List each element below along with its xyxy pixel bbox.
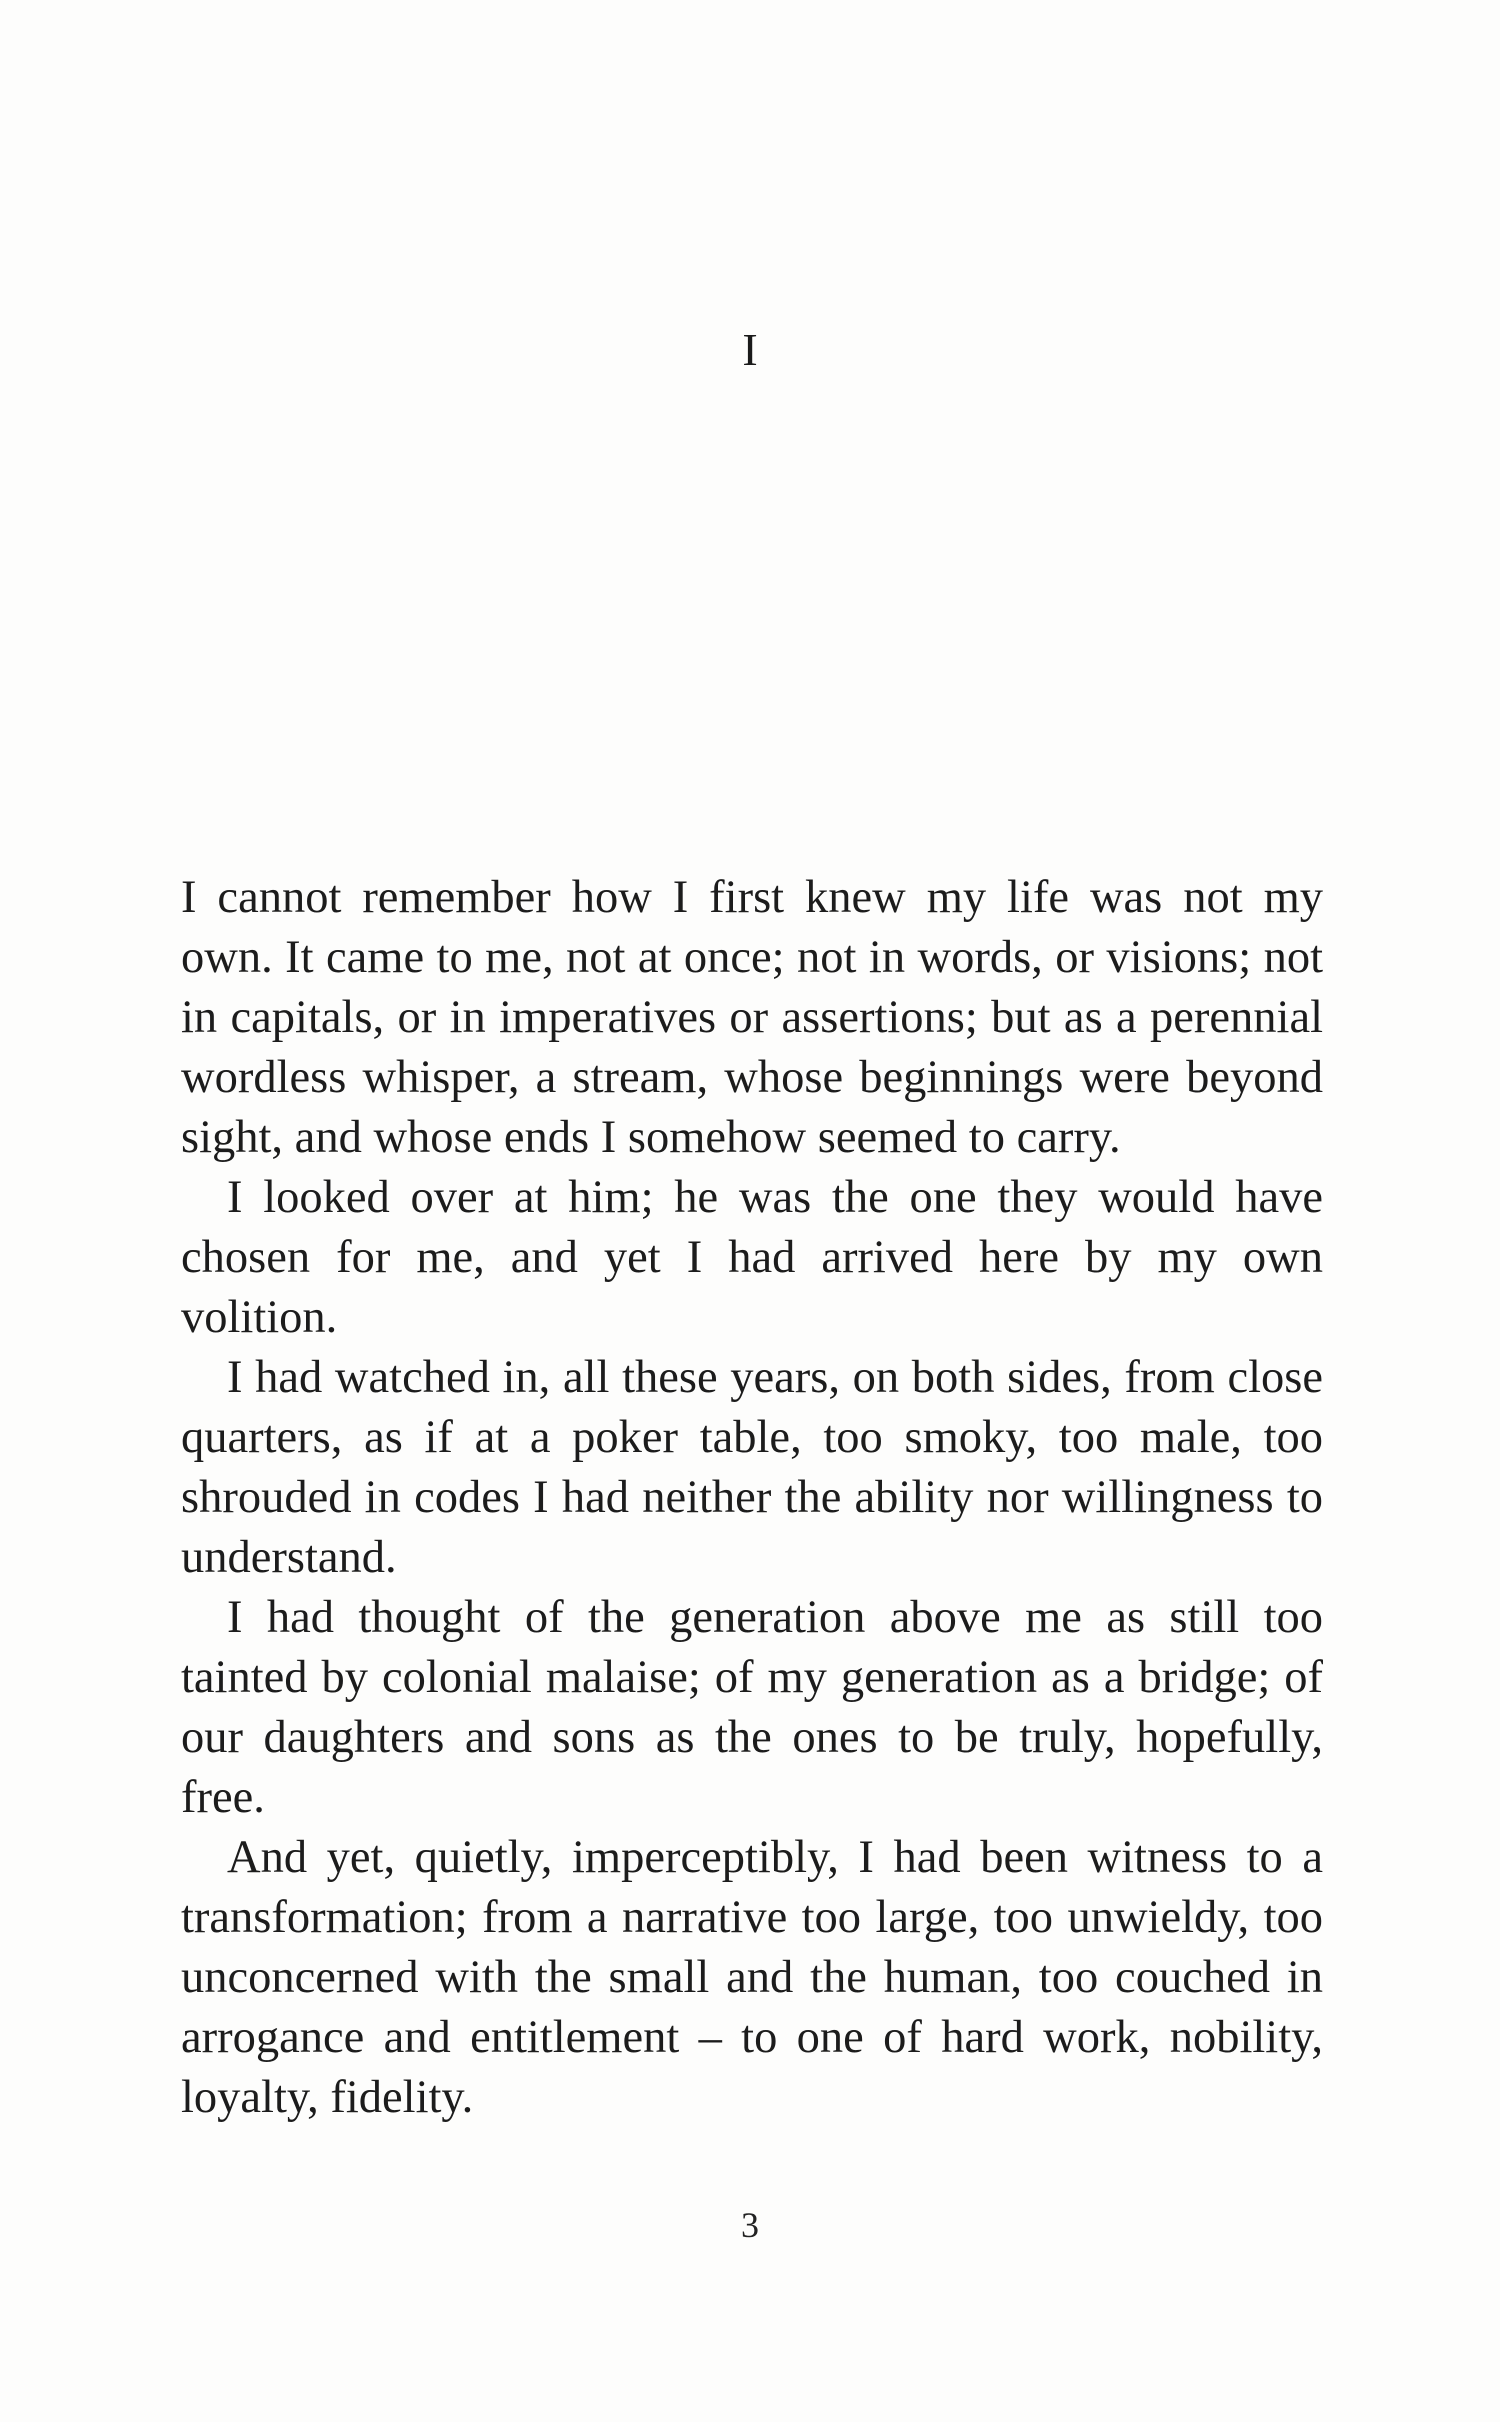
page-number: 3 <box>741 2205 759 2245</box>
paragraph-3: I had watched in, all these years, on both sides, from close quarters, as if at a poker table, too smoky, too male, too shrouded in codes I had neither the ability nor willingness to understand. <box>181 1352 1323 1583</box>
chapter-body <box>181 868 1323 2128</box>
paragraph-5: And yet, quietly, imperceptibly, I had been witness to a transformation; from a narrative too large, too unwieldy, too unconcerned with the small and the human, too couched in arrogance and entitlement – to one of hard work, nobility, loyalty, fidelity. <box>181 1832 1323 2123</box>
paragraph-1: I cannot remember how I first knew my life was not my own. It came to me, not at once; not in words, or visions; not in capitals, or in imperatives or assertions; but as a perennial wordless whisper, a stream, whose beginnings were beyond sight, and whose ends I somehow seemed to carry. <box>181 872 1323 1163</box>
chapter-number: I <box>742 324 758 375</box>
paragraph-2: I looked over at him; he was the one they would have chosen for me, and yet I had arrived here by my own volition. <box>181 1172 1323 1343</box>
paragraph-4: I had thought of the generation above me as still too tainted by colonial malaise; of my generation as a bridge; of our daughters and sons as the ones to be truly, hopefully, free. <box>181 1592 1323 1823</box>
